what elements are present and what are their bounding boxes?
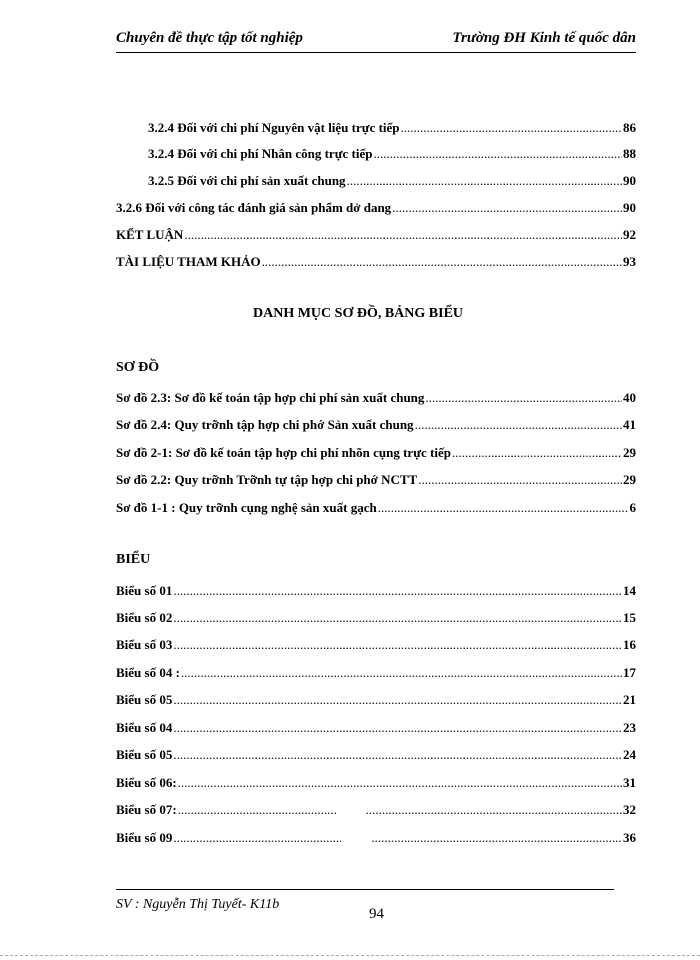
toc-entry — [148, 169, 636, 189]
so-do-entry — [116, 386, 636, 406]
so-do-entry — [116, 496, 636, 516]
dot-leader — [173, 610, 622, 626]
toc-entry — [148, 116, 636, 136]
bieu-entry-text: Biểu số 02 — [116, 610, 173, 625]
bieu-entry — [116, 798, 636, 818]
toc-entry-page: 88 — [623, 146, 636, 161]
bieu-entry — [116, 826, 636, 846]
dot-leader — [366, 802, 622, 818]
toc-entry-text: 3.2.4 Đối với chi phí Nguyên vật liệu trực tiếp — [148, 120, 400, 135]
bieu-entry-text: Biểu số 01 — [116, 583, 173, 598]
so-do-entry — [116, 468, 636, 488]
bieu-entry — [116, 716, 636, 736]
header-right-title: Trường ĐH Kinh tế quốc dân — [452, 30, 636, 46]
bieu-entry-text: Biểu số 04 — [116, 720, 173, 735]
bieu-entry-text: Biểu số 06: — [116, 775, 177, 790]
toc-entry-text: TÀI LIỆU THAM KHẢO — [116, 254, 261, 269]
bieu-entry-text: Biểu số 04 : — [116, 665, 180, 680]
bieu-entry — [116, 633, 636, 653]
so-do-entry-page: 29 — [623, 445, 636, 460]
so-do-entry-text: Sơ đồ 1-1 : Quy trỡnh cụng nghệ sản xuất gạch — [116, 500, 377, 515]
page-number: 94 — [369, 906, 384, 922]
so-do-heading: SƠ ĐỒ — [116, 360, 160, 375]
so-do-entry — [116, 413, 636, 433]
dot-leader — [392, 200, 622, 216]
toc-entry-page: 86 — [623, 120, 636, 135]
dot-leader — [418, 472, 622, 488]
dot-leader — [184, 227, 622, 243]
bieu-entry-page: 23 — [623, 720, 636, 735]
dot-leader — [173, 692, 622, 708]
dot-leader — [173, 747, 622, 763]
toc-entry-page: 92 — [623, 227, 636, 242]
dot-leader — [173, 830, 341, 846]
bieu-entry-page: 14 — [623, 583, 636, 598]
toc-entry — [116, 196, 636, 216]
bieu-entry — [116, 606, 636, 626]
footer-author: SV : Nguyễn Thị Tuyết- K11b — [116, 897, 280, 912]
dot-leader — [173, 720, 622, 736]
so-do-entry-page: 41 — [623, 417, 636, 432]
toc-entry-text: KẾT LUẬN — [116, 227, 184, 242]
dot-leader — [371, 830, 622, 846]
dot-leader — [173, 583, 622, 599]
dot-leader — [178, 802, 336, 818]
bieu-entry — [116, 579, 636, 599]
bieu-entry-text: Biểu số 05 — [116, 747, 173, 762]
footer-rule — [116, 889, 614, 890]
bieu-heading: BIỂU — [116, 552, 151, 567]
bieu-entry-page: 21 — [623, 692, 636, 707]
header-rule — [116, 52, 636, 53]
dot-leader — [415, 417, 622, 433]
list-title: DANH MỤC SƠ ĐỒ, BẢNG BIỂU — [253, 306, 464, 321]
bieu-entry-text: Biểu số 03 — [116, 637, 173, 652]
page-break-line — [0, 955, 700, 956]
toc-entry — [148, 142, 636, 162]
toc-entry-text: 3.2.5 Đối với chi phí sản xuất chung — [148, 173, 346, 188]
bieu-entry-page: 31 — [623, 775, 636, 790]
bieu-entry — [116, 661, 636, 681]
so-do-entry-page: 29 — [623, 472, 636, 487]
bieu-entry — [116, 743, 636, 763]
dot-leader — [452, 445, 622, 461]
bieu-entry-text: Biểu số 09 — [116, 830, 173, 845]
bieu-entry — [116, 771, 636, 791]
bieu-entry-page: 17 — [623, 665, 636, 680]
dot-leader — [347, 173, 622, 189]
dot-leader — [425, 390, 622, 406]
bieu-entry-page: 15 — [623, 610, 636, 625]
so-do-entry-text: Sơ đồ 2.4: Quy trỡnh tập hợp chi phớ Sản xuất chung — [116, 417, 414, 432]
bieu-entry-text: Biểu số 07: — [116, 802, 177, 817]
so-do-entry-text: Sơ đồ 2.2: Quy trỡnh Trỡnh tự tập hợp chi phớ NCTT — [116, 472, 418, 487]
toc-entry-page: 90 — [623, 173, 636, 188]
toc-entry-page: 93 — [623, 254, 636, 269]
bieu-entry — [116, 688, 636, 708]
toc-entry — [116, 223, 636, 243]
so-do-entry-page: 40 — [623, 390, 636, 405]
dot-leader — [262, 254, 622, 270]
bieu-entry-page: 24 — [623, 747, 636, 762]
toc-entry-text: 3.2.6 Đối với công tác đánh giá sản phẩm dở dang — [116, 200, 392, 215]
bieu-entry-page: 16 — [623, 637, 636, 652]
toc-entry-text: 3.2.4 Đối với chi phí Nhân công trực tiếp — [148, 146, 373, 161]
bieu-entry-page: 32 — [623, 802, 636, 817]
header-left-title: Chuyên đề thực tập tốt nghiệp — [116, 30, 303, 46]
dot-leader — [181, 665, 622, 681]
page-header — [116, 30, 636, 52]
dot-leader — [173, 637, 622, 653]
toc-entry — [116, 250, 636, 270]
dot-leader — [178, 775, 622, 791]
dot-leader — [401, 120, 622, 136]
so-do-entry-text: Sơ đồ 2.3: Sơ đồ kế toán tập hợp chi phí sản xuất chung — [116, 390, 425, 405]
so-do-entry-page: 6 — [629, 500, 636, 515]
so-do-entry — [116, 441, 636, 461]
bieu-entry-page: 36 — [623, 830, 636, 845]
bieu-entry-text: Biểu số 05 — [116, 692, 173, 707]
so-do-entry-text: Sơ đồ 2-1: Sơ đồ kế toán tập hợp chi phí nhõn cụng trực tiếp — [116, 445, 451, 460]
dot-leader — [373, 146, 622, 162]
toc-entry-page: 90 — [623, 200, 636, 215]
dot-leader — [378, 500, 629, 516]
